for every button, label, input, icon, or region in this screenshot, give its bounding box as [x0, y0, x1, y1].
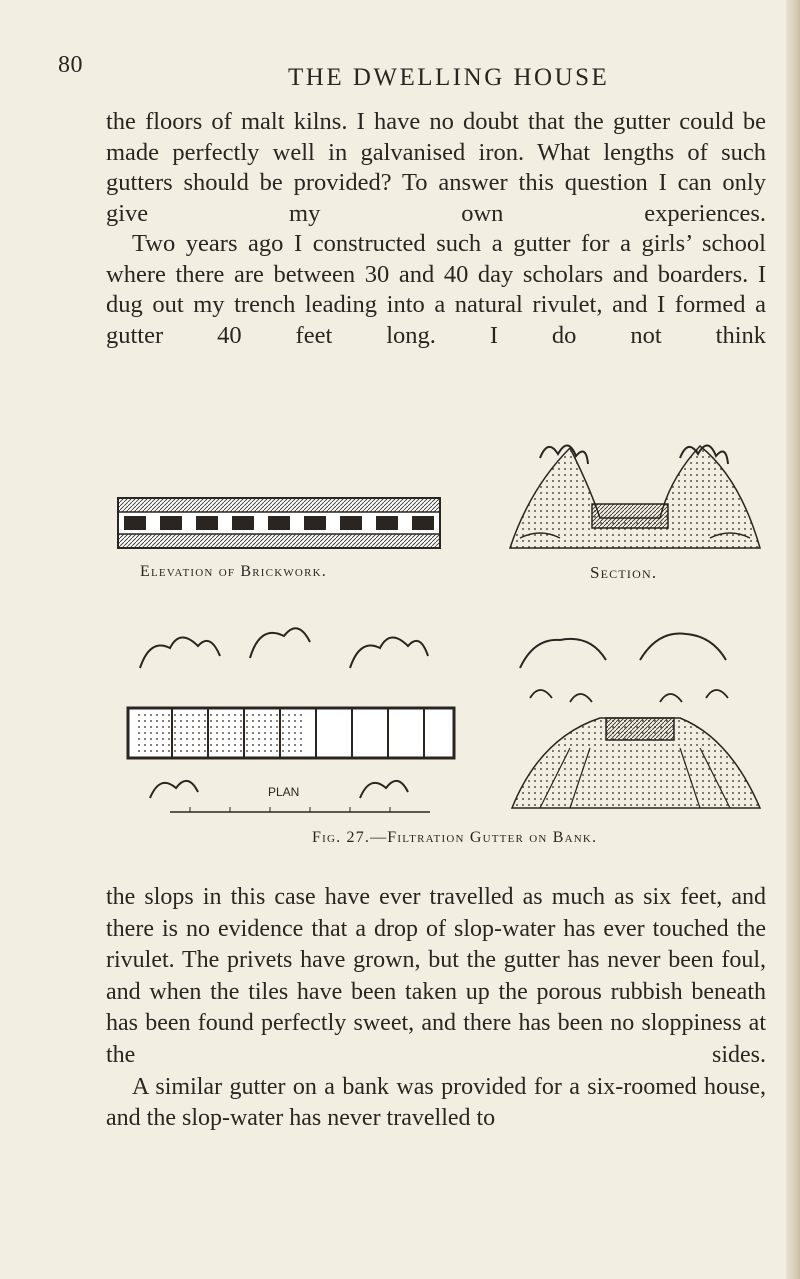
page-number: 80 — [58, 52, 83, 78]
figure-drawing — [100, 418, 770, 858]
figure-27 — [100, 418, 770, 858]
bank-section-drawing — [512, 634, 760, 808]
paragraph: the floors of malt kilns. I have no doubt that the gutter could be made perfectly well in galvanised iron. What lengths of such gutters should be provided? To answer this question I can only give my own experiences. — [106, 108, 766, 227]
body-text-bottom — [106, 882, 766, 1135]
paragraph: A similar gutter on a bank was provided for a six-roomed house, and the slop-water has never travelled to — [106, 1073, 766, 1132]
paragraph: the slops in this case have ever travelled as much as six feet, and there is no evidence that a drop of slop-water has ever touched the rivulet. The privets have grown, but the gutter has never been foul, and when the tiles have been taken up the porous rubbish beneath has been found perfectly sweet, and there has been no sloppiness at the sides. — [106, 884, 766, 1068]
body-text-top — [106, 107, 766, 351]
page-edge — [786, 0, 800, 1279]
caption-section: Section. — [590, 563, 658, 582]
elevation-of-brickwork-drawing — [118, 498, 440, 548]
plan-drawing — [128, 628, 454, 812]
caption-elevation: Elevation of Brickwork. — [140, 563, 327, 580]
running-head: THE DWELLING HOUSE — [288, 64, 610, 91]
section-drawing — [510, 445, 760, 548]
plan-label: PLAN — [268, 785, 300, 799]
figure-caption: Fig. 27.—Filtration Gutter on Bank. — [312, 829, 598, 846]
paragraph: Two years ago I constructed such a gutter for a girls’ school where there are between 30 and 40 day scholars and boarders. I dug out my trench leading into a natural rivulet, and I formed a gutter 40 feet long. I do not think — [106, 230, 766, 349]
